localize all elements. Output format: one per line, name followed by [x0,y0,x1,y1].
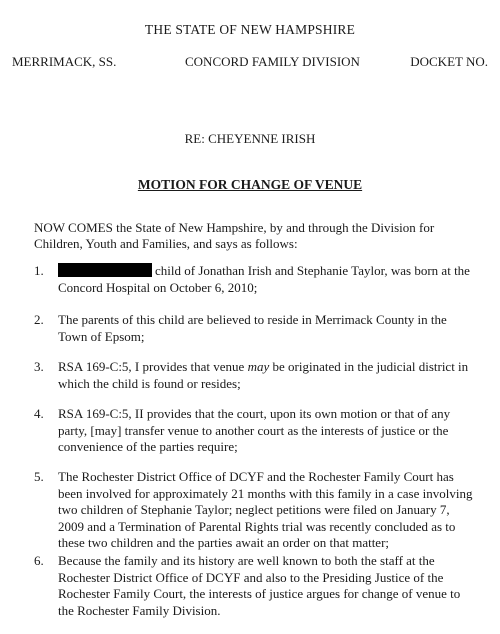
list-item-number: 5. [34,469,44,484]
list-item-text: Because the family and its history are well known to both the staff at the Rochester District Office of DCYF and also to the Presiding Justice of the Rochester Family Court, the interests of justice argues for change of venue to the Rochester Family Division. [58,553,461,618]
intro-paragraph: NOW COMES the State of New Hampshire, by and through the Division for Children, Youth and Families, and says as follows: [34,220,435,251]
list-item-number: 6. [34,553,44,568]
motion-title: MOTION FOR CHANGE OF VENUE [137,177,363,192]
list-item-text: RSA 169-C:5, I provides that venue may be originated in the judicial district in which the child is found or resides; [58,359,469,391]
re-line: RE: CHEYENNE IRISH [184,131,316,146]
list-item-text: The parents of this child are believed to reside in Merrimack County in the Town of Epsom; [58,312,447,344]
list-item-number: 2. [34,312,44,327]
list-item-number: 3. [34,359,44,374]
county-label: MERRIMACK, SS. [12,54,117,69]
court-label: CONCORD FAMILY DIVISION [185,54,360,69]
state-title: THE STATE OF NEW HAMPSHIRE [144,22,356,37]
redaction-bar [58,263,152,277]
list-item-text: child of Jonathan Irish and Stephanie Taylor, was born at the Concord Hospital on October 6, 2010; [58,263,470,295]
emphasized-word: may [247,359,270,374]
list-item-number: 4. [34,406,44,421]
list-item-number: 1. [34,263,44,278]
list-item-text: The Rochester District Office of DCYF and the Rochester Family Court has been involved for approximately 21 months with this family in a case involving two children of Stephanie Taylor; neglect petitions were filed on January 7, 2009 and a Termination of Parental Rights trial was recently concluded as to these two children and the parties await an order on that matter; [58,469,473,550]
docket-label: DOCKET NO. [410,54,488,69]
list-item-text: RSA 169-C:5, II provides that the court, upon its own motion or that of any party, [may] transfer venue to another court as the interests of justice or the convenience of the parties require; [58,406,451,454]
